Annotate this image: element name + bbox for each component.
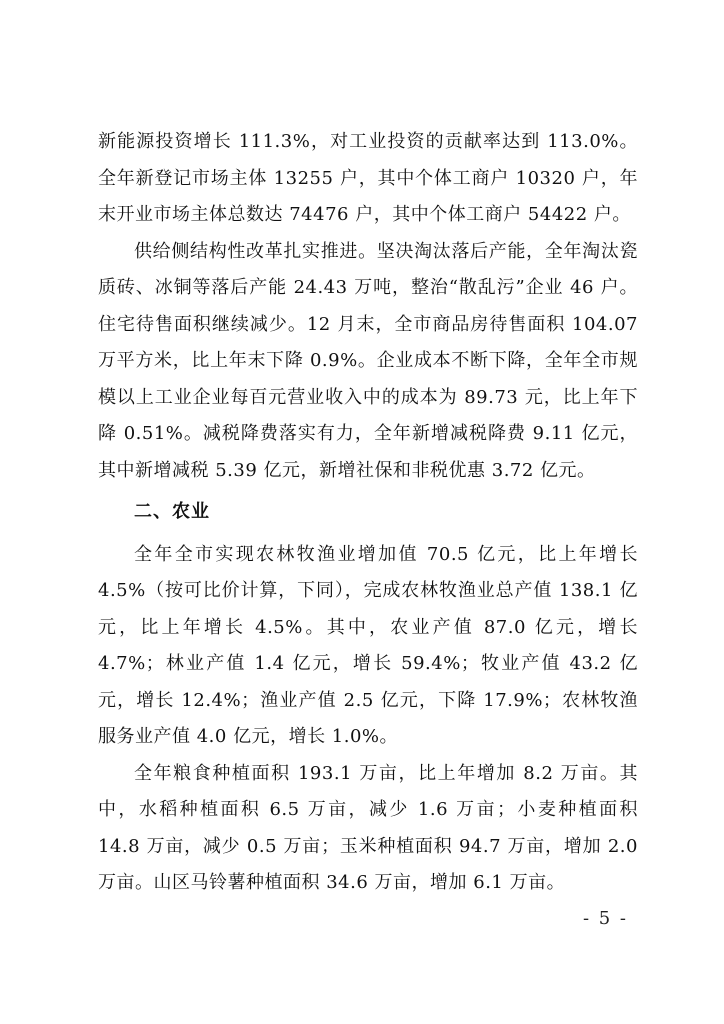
- document-body: [98, 124, 638, 902]
- page-number: - 5 -: [582, 908, 628, 929]
- paragraph-agriculture-output: 全年全市实现农林牧渔业增加值 70.5 亿元，比上年增长 4.5%（按可比价计算，下同），完成农林牧渔业总产值 138.1 亿元，比上年增长 4.5%。其中，农业产值 87.0 亿元，增长 4.7%；林业产值 1.4 亿元，增长 59.4%；牧业产值 43.2 亿元，增长 12.4%；渔业产值 2.5 亿元，下降 17.9%；农林牧渔服务业产值 4.0 亿元，增长 1.0%。: [98, 543, 638, 747]
- section-heading-agriculture: 二、农业: [134, 501, 210, 522]
- paragraph-supply-side-reform: 供给侧结构性改革扎实推进。坚决淘汰落后产能，全年淘汰瓷质砖、冰铜等落后产能 24.43 万吨，整治“散乱污”企业 46 户。住宅待售面积继续减少。12 月末，全市商品房待售面积 104.07 万平方米，比上年末下降 0.9%。企业成本不断下降，全年全市规模以上工业企业每百元营业收入中的成本为 89.73 元，比上年下降 0.51%。减税降费落实有力，全年新增减税降费 9.11 亿元，其中新增减税 5.39 亿元，新增社保和非税优惠 3.72 亿元。: [98, 240, 638, 481]
- paragraph-investment-market: 新能源投资增长 111.3%，对工业投资的贡献率达到 113.0%。全年新登记市场主体 13255 户，其中个体工商户 10320 户，年末开业市场主体总数达 74476 户，其中个体工商户 54422 户。: [98, 131, 638, 225]
- paragraph-grain-planting: 全年粮食种植面积 193.1 万亩，比上年增加 8.2 万亩。其中，水稻种植面积 6.5 万亩，减少 1.6 万亩；小麦种植面积 14.8 万亩，减少 0.5 万亩；玉米种植面积 94.7 万亩，增加 2.0 万亩。山区马铃薯种植面积 34.6 万亩，增加 6.1 万亩。: [98, 762, 638, 893]
